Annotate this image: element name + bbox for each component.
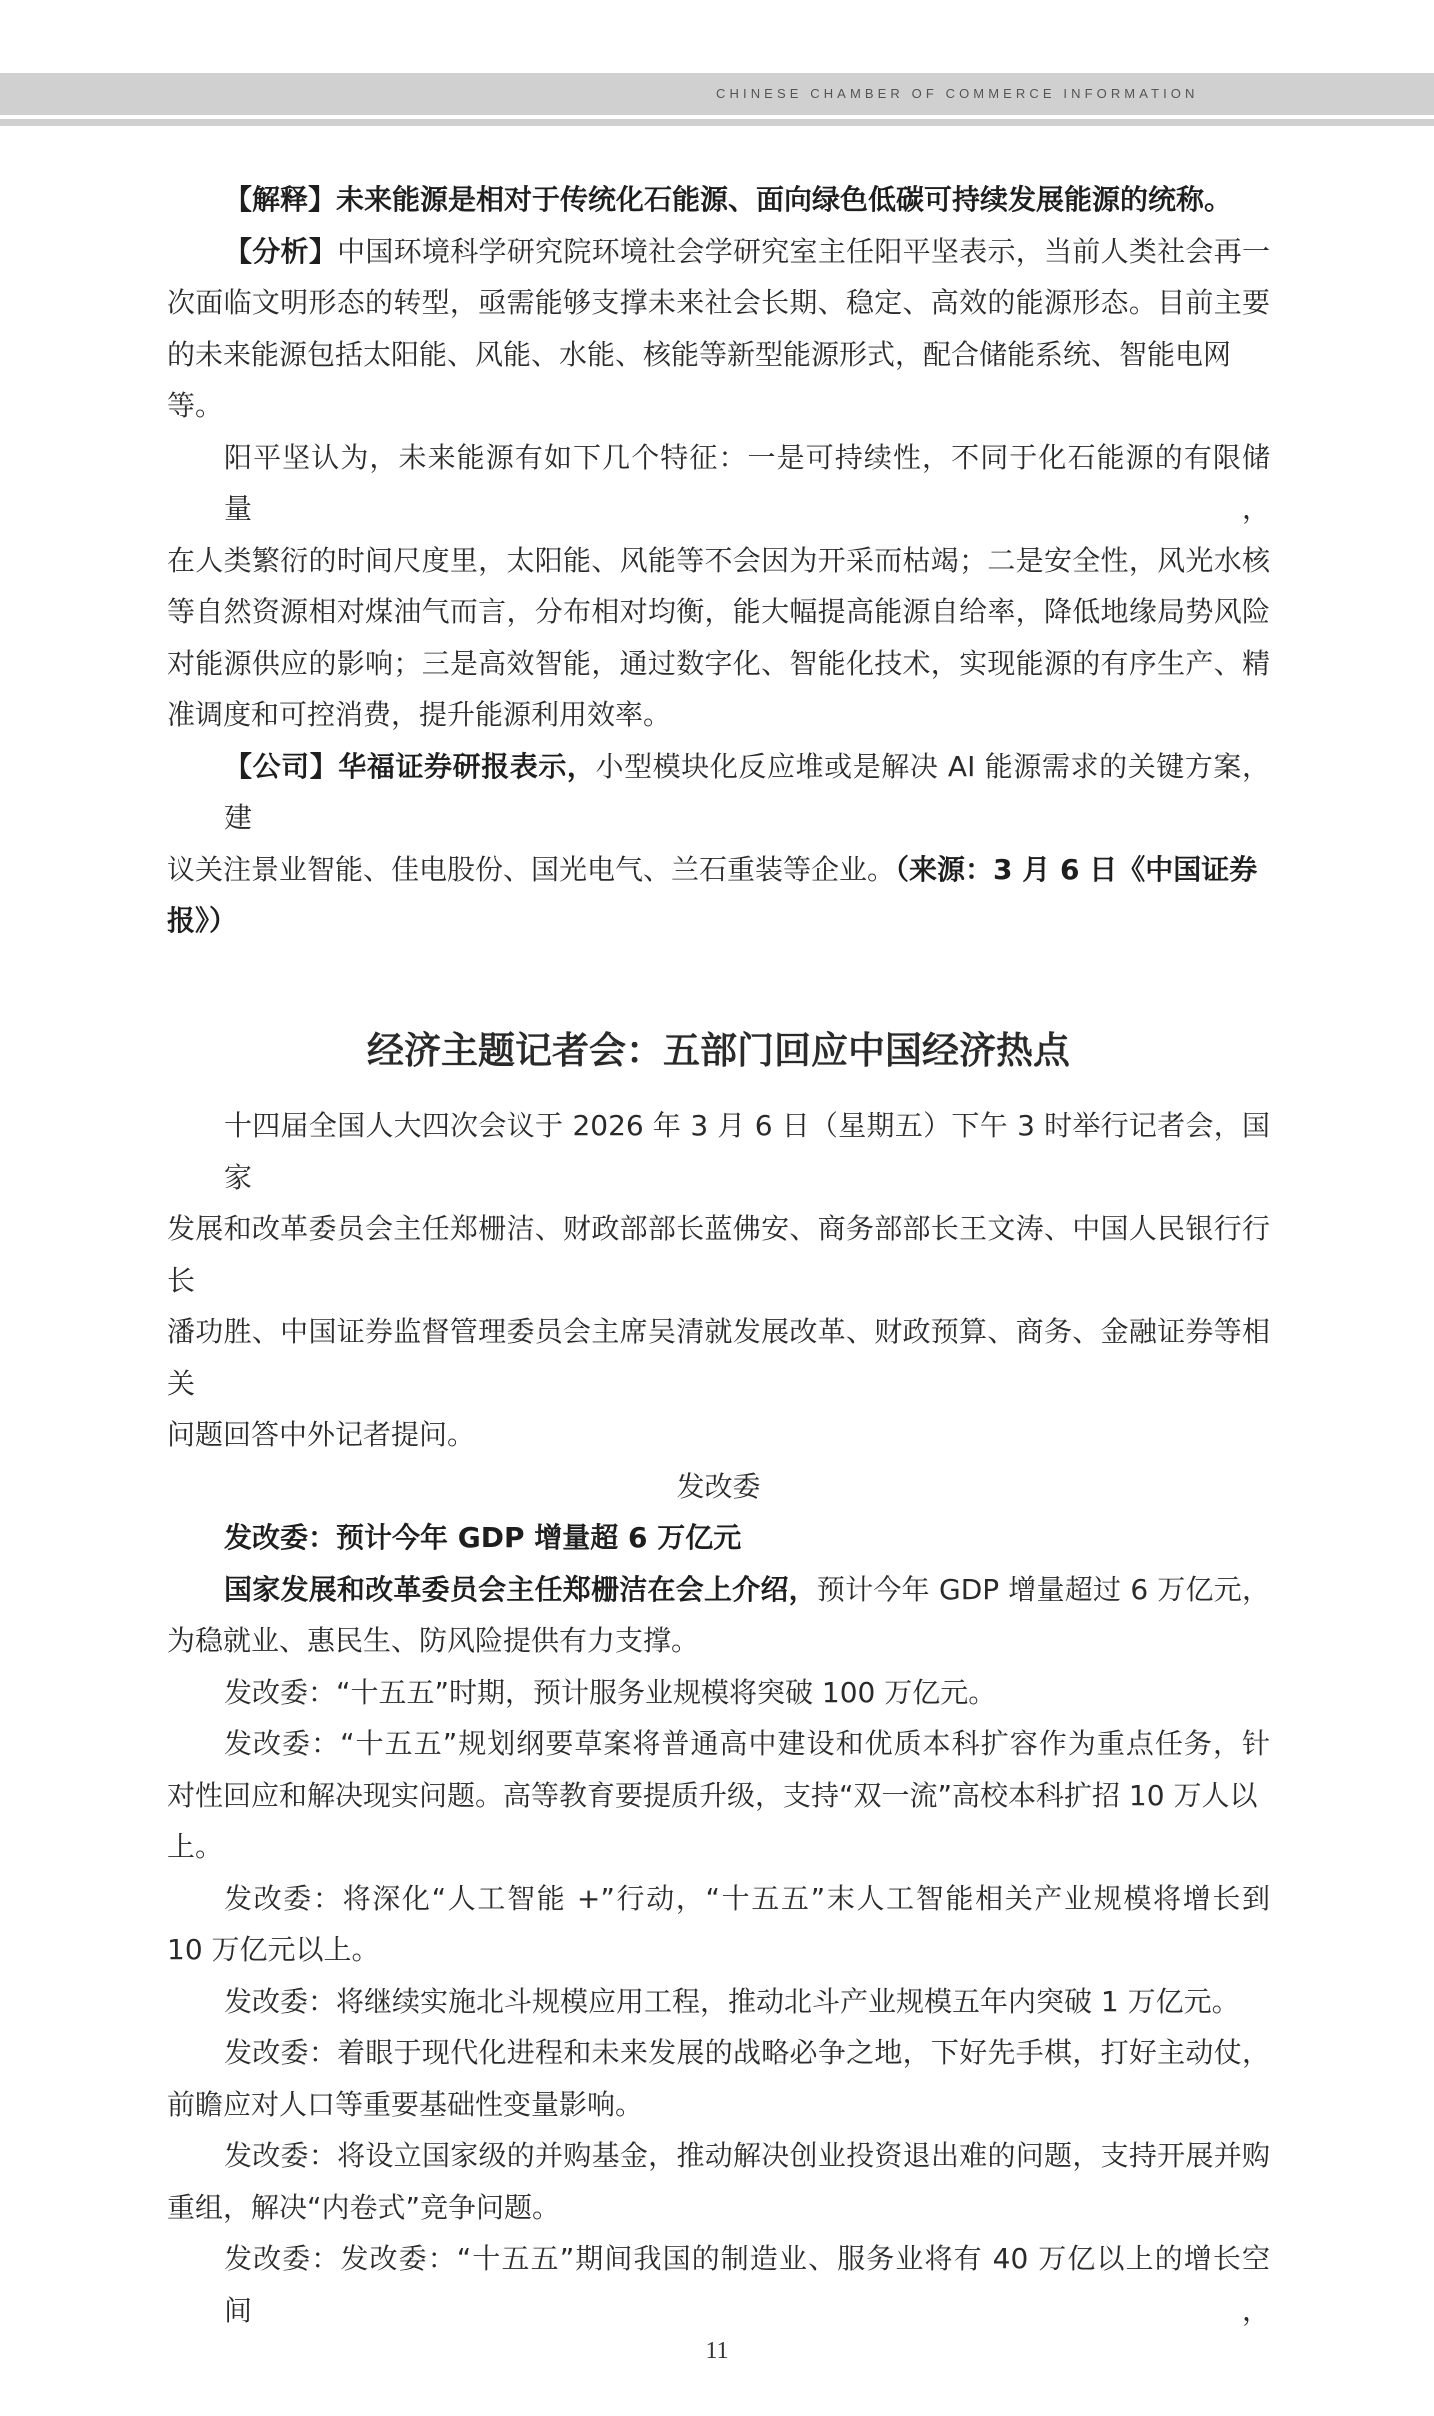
text-line [167,1409,1270,1461]
page-number: 11 [705,2338,729,2364]
text: 阳平坚认为，未来能源有如下几个特征：一是可持续性，不同于化石能源的有限储量， [224,440,1270,525]
text-line [167,1100,1270,1203]
bold-source: （来源：3 月 6 日《中国证券报》） [167,852,1258,937]
paragraph [167,174,1270,226]
text: 准调度和可控消费，提升能源利用效率。 [167,698,672,731]
bold-text: 【分析】 [224,234,338,268]
text: 对能源供应的影响；三是高效智能，通过数字化、智能化技术，实现能源的有序生产、精 [167,646,1270,680]
text: 发改委：着眼于现代化进程和未来发展的战略必争之地，下好先手棋，打好主动仗， [224,2036,1270,2069]
text-line [167,1512,1270,1564]
text-line [167,1564,1270,1616]
text-line [167,638,1270,690]
text-line [167,174,1270,226]
text-line [167,1718,1270,1770]
text-line [167,844,1270,947]
text-line [167,1203,1270,1306]
text-line [167,2130,1270,2182]
text-line [167,1873,1270,1925]
text: 为稳就业、惠民生、防风险提供有力支撑。 [167,1624,700,1657]
article-body [167,174,1270,2336]
text-line [167,277,1270,329]
bold-text: 发改委：预计今年 GDP 增量超 6 万亿元 [224,1521,742,1554]
text-line [167,1306,1270,1409]
paragraph [167,2130,1270,2233]
section-title: 经济主题记者会：五部门回应中国经济热点 [367,1029,1070,1072]
text-line [167,1770,1270,1873]
text: 发改委：将设立国家级的并购基金，推动解决创业投资退出难的问题，支持开展并购 [224,2139,1270,2172]
paragraph [167,432,1270,741]
text-line [167,329,1270,432]
text: 前瞻应对人口等重要基础性变量影响。 [167,2087,644,2121]
text: 十四届全国人大四次会议于 2026 年 3 月 6 日（星期五）下午 3 时举行记者会，国家 [224,1109,1270,1194]
bold-text: 【解释】未来能源是相对于传统化石能源、面向绿色低碳可持续发展能源的统称。 [224,183,1233,216]
text-line [167,689,1270,741]
text: 等自然资源相对煤油气而言，分布相对均衡，能大幅提高能源自给率，降低地缘局势风险 [167,595,1270,628]
text: 预计今年 GDP 增量超过 6 万亿元， [816,1572,1270,1606]
text-line [167,2027,1270,2079]
text: 发改委：发改委：“十五五”期间我国的制造业、服务业将有 40 万亿以上的增长空间， [224,2242,1270,2327]
text: 发改委：“十五五”时期，预计服务业规模将突破 100 万亿元。 [224,1675,997,1709]
text-line [167,1976,1270,2028]
paragraph [167,741,1270,947]
text: 发改委：将深化“人工智能 +”行动，“十五五”末人工智能相关产业规模将增长到 [224,1881,1270,1915]
text: 在人类繁衍的时间尺度里，太阳能、风能等不会因为开采而枯竭；二是安全性，风光水核 [167,543,1270,577]
text: 对性回应和解决现实问题。高等教育要提质升级，支持“双一流”高校本科扩招 10 万人以上。 [167,1778,1258,1863]
paragraph [167,1718,1270,1873]
paragraph [167,2027,1270,2130]
paragraph [167,2233,1270,2336]
text: 潘功胜、中国证券监督管理委员会主席吴清就发展改革、财政预算、商务、金融证券等相关 [167,1315,1270,1400]
paragraph [167,1100,1270,1461]
paragraph [167,1976,1270,2028]
text-line [167,2079,1270,2131]
text-line [167,2233,1270,2336]
text: 中国环境科学研究院环境社会学研究室主任阳平坚表示，当前人类社会再一 [337,234,1270,268]
text: 的未来能源包括太阳能、风能、水能、核能等新型能源形式，配合储能系统、智能电网等。 [167,337,1232,422]
bold-text: 【公司】华福证券研报表示， [224,749,596,783]
text: 问题回答中外记者提问。 [167,1418,476,1451]
bold-text: 国家发展和改革委员会主任郑栅洁在会上介绍， [224,1572,817,1606]
publication-name: CHINESE CHAMBER OF COMMERCE INFORMATION [716,86,1199,101]
text-line [167,586,1270,638]
paragraph [167,1564,1270,1667]
text: 次面临文明形态的转型，亟需能够支撑未来社会长期、稳定、高效的能源形态。目前主要 [167,286,1270,319]
paragraph [167,1873,1270,1976]
subsection-heading: 发改委 [676,1469,761,1503]
text: 重组，解决“内卷式”竞争问题。 [167,2190,561,2224]
text-line [167,741,1270,844]
text: 小型模块化反应堆或是解决 AI 能源需求的关键方案，建 [224,749,1270,834]
text-line [167,432,1270,535]
text-line [167,1924,1270,1976]
paragraph [167,1667,1270,1719]
text-line [167,226,1270,278]
text: 10 万亿元以上。 [167,1933,380,1966]
text: 议关注景业智能、佳电股份、国光电气、兰石重装等企业。 [167,852,896,886]
paragraph [167,226,1270,432]
text-line [167,2182,1270,2234]
text-line [167,1615,1270,1667]
text-line [167,1667,1270,1719]
paragraph [167,1512,1270,1564]
text: 发展和改革委员会主任郑栅洁、财政部部长蓝佛安、商务部部长王文涛、中国人民银行行长 [167,1212,1270,1297]
text: 发改委：将继续实施北斗规模应用工程，推动北斗产业规模五年内突破 1 万亿元。 [224,1984,1240,2018]
text-line [167,535,1270,587]
text: 发改委：“十五五”规划纲要草案将普通高中建设和优质本科扩容作为重点任务，针 [224,1727,1270,1760]
